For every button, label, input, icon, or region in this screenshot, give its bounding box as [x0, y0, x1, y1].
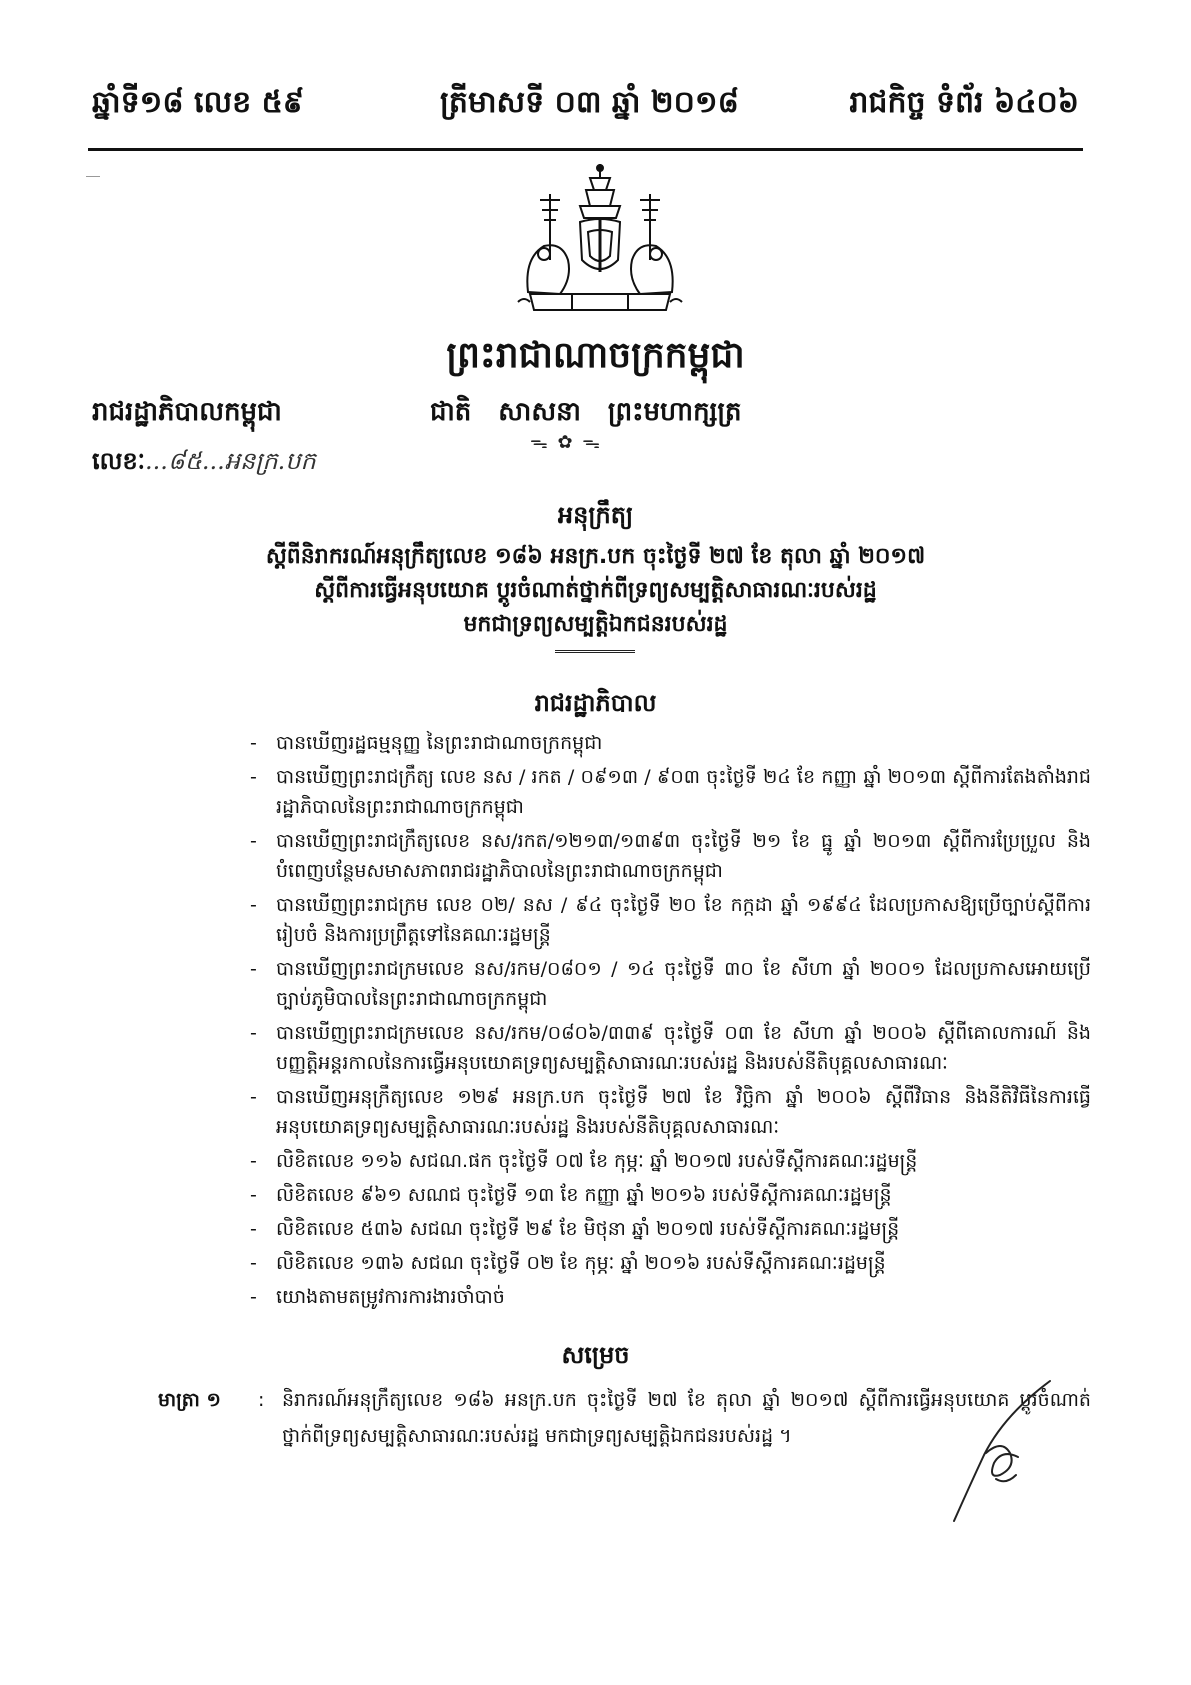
kingdom-title: ព្រះរាជាណាចក្រកម្ពុជា [446, 335, 745, 376]
list-item: - បានឃើញព្រះរាជក្រមលេខ នស/រកម/០៨០៦/៣៣៩ ចុះថ្ងៃទី ០៣ ខែ សីហា ឆ្នាំ ២០០៦ ស្តីពីគោលការណ៍ និងបញ្ញត្តិអន្តរកាលនៃការធ្វើអនុបយោគទ្រព្យសម្បត្តិសាធារណៈរបស់រដ្ឋ និងរបស់នីតិបុគ្គលសាធារណៈ [250, 1022, 1091, 1074]
article-colon: : [258, 1389, 265, 1411]
list-item: - លិខិតលេខ ៥៣៦ សជណ ចុះថ្ងៃទី ២៩ ខែ មិថុនា ឆ្នាំ ២០១៧ របស់ទីស្តីការគណៈរដ្ឋមន្ត្រី [250, 1218, 900, 1240]
title-underline [555, 650, 635, 653]
list-item: - បានឃើញព្រះរាជក្រឹត្យលេខ នស/រកត/១២១៣/១៣៩៣ ចុះថ្ងៃទី ២១ ខែ ធ្នូ ឆ្នាំ ២០១៣ ស្តីពីការប្រែប្រួល និងបំពេញបន្ថែមសមាសភាពរាជរដ្ឋាភិបាលនៃព្រះរាជាណាចក្រកម្ពុជា [250, 830, 1091, 882]
list-item: - បានឃើញព្រះរាជក្រឹត្យ លេខ នស / រកត / ០៩១៣ / ៩០៣ ចុះថ្ងៃទី ២៤ ខែ កញ្ញា ឆ្នាំ ២០១៣ ស្តីពីការតែងតាំងរាជរដ្ឋាភិបាលនៃព្រះរាជាណាចក្រកម្ពុជា [250, 766, 1091, 818]
signature-initial-icon [950, 1375, 1060, 1525]
subject-line: ស្តីពីនិរាករណ៍អនុក្រឹត្យលេខ ១៨៦ អនក្រ.បក ចុះថ្ងៃទី ២៧ ខែ តុលា ឆ្នាំ ២០១៧ [265, 544, 926, 569]
decision-heading: សម្រេច [561, 1341, 630, 1369]
gazette-page: រាជកិច្ច ទំព័រ ៦៤០៦ [849, 85, 1079, 120]
list-item: - លិខិតលេខ ១១៦ សជណ.ផក ចុះថ្ងៃទី ០៧ ខែ កុម្ភៈ ឆ្នាំ ២០១៧ របស់ទីស្តីការគណៈរដ្ឋមន្ត្រី [250, 1150, 918, 1172]
preamble-heading: រាជរដ្ឋាភិបាល [534, 689, 657, 717]
subject-line: ស្តីពីការធ្វើអនុបយោគ ប្តូរចំណាត់ថ្នាក់ពីទ្រព្យសម្បត្តិសាធារណៈរបស់រដ្ឋ [314, 578, 877, 603]
list-item: - បានឃើញព្រះរាជក្រមលេខ នស/រកម/០៨០១ / ១៤ ចុះថ្ងៃទី ៣០ ខែ សីហា ឆ្នាំ ២០០១ ដែលប្រកាសអោយប្រើច្បាប់ភូមិបាលនៃព្រះរាជាណាចក្រកម្ពុជា [250, 958, 1091, 1010]
document-number-value: ...៨៥...អនក្រ.បក [145, 447, 316, 475]
article-label: មាត្រា ១ [158, 1389, 221, 1411]
list-item: - បានឃើញអនុក្រឹត្យលេខ ១២៩ អនក្រ.បក ចុះថ្ងៃទី ២៧ ខែ វិច្ឆិកា ឆ្នាំ ២០០៦ ស្តីពីវិធាន និងនីតិវិធីនៃការធ្វើអនុបយោគទ្រព្យសម្បត្តិសាធារណៈរបស់រដ្ឋ និងរបស់នីតិបុគ្គលសាធារណៈ [250, 1086, 1091, 1138]
government-name: រាជរដ្ឋាភិបាលកម្ពុជា [92, 397, 282, 427]
gazette-year-issue: ឆ្នាំទី១៨ លេខ ៥៩ [92, 85, 305, 120]
list-item: - បានឃើញព្រះរាជក្រម លេខ ០២/ នស / ៩៤ ចុះថ្ងៃទី ២០ ខែ កក្កដា ឆ្នាំ ១៩៩៤ ដែលប្រកាសឱ្យប្រើច្បាប់ស្តីពីការរៀបចំ និងការប្រព្រឹត្តទៅនៃគណៈរដ្ឋមន្ត្រី [250, 894, 1091, 946]
subject-line: មកជាទ្រព្យសម្បត្តិឯកជនរបស់រដ្ឋ [463, 612, 728, 637]
list-item: - លិខិតលេខ ៩៦១ សណជ ចុះថ្ងៃទី ១៣ ខែ កញ្ញា ឆ្នាំ ២០១៦ របស់ទីស្តីការគណៈរដ្ឋមន្ត្រី [250, 1184, 892, 1206]
royal-coat-of-arms-icon [510, 160, 690, 320]
document-type: អនុក្រឹត្យ [557, 501, 634, 529]
ornament-divider: ᯓ ✿ ᯓ [530, 432, 603, 453]
document-number [92, 446, 316, 481]
list-item: - លិខិតលេខ ១៣៦ សជណ ចុះថ្ងៃទី ០២ ខែ កុម្ភៈ ឆ្នាំ ២០១៦ របស់ទីស្តីការគណៈរដ្ឋមន្ត្រី [250, 1252, 886, 1274]
list-item: - បានឃើញរដ្ឋធម្មនុញ្ញ នៃព្រះរាជាណាចក្រកម្ពុជា [250, 732, 603, 754]
article-text: និរាករណ៍អនុក្រឹត្យលេខ ១៨៦ អនក្រ.បក ចុះថ្ងៃទី ២៧ ខែ តុលា ឆ្នាំ ២០១៧ ស្តីពីការធ្វើអនុបយោគ ប្តូរចំណាត់ថ្នាក់ពីទ្រព្យសម្បត្តិសាធារណៈរបស់រដ្ឋ មកជាទ្រព្យសម្បត្តិឯកជនរបស់រដ្ឋ ។ [282, 1389, 1091, 1447]
scan-mark [86, 176, 100, 177]
gazette-quarter: ត្រីមាសទី ០៣ ឆ្នាំ ២០១៨ [440, 85, 739, 120]
document-number-label: លេខៈ [92, 447, 146, 475]
list-item: - យោងតាមតម្រូវការការងារចាំបាច់ [250, 1286, 505, 1308]
header-rule [88, 148, 1083, 151]
national-motto: ជាតិ សាសនា ព្រះមហាក្សត្រ [430, 397, 742, 427]
preamble-list [250, 728, 1091, 1316]
document-subject [140, 540, 1051, 642]
